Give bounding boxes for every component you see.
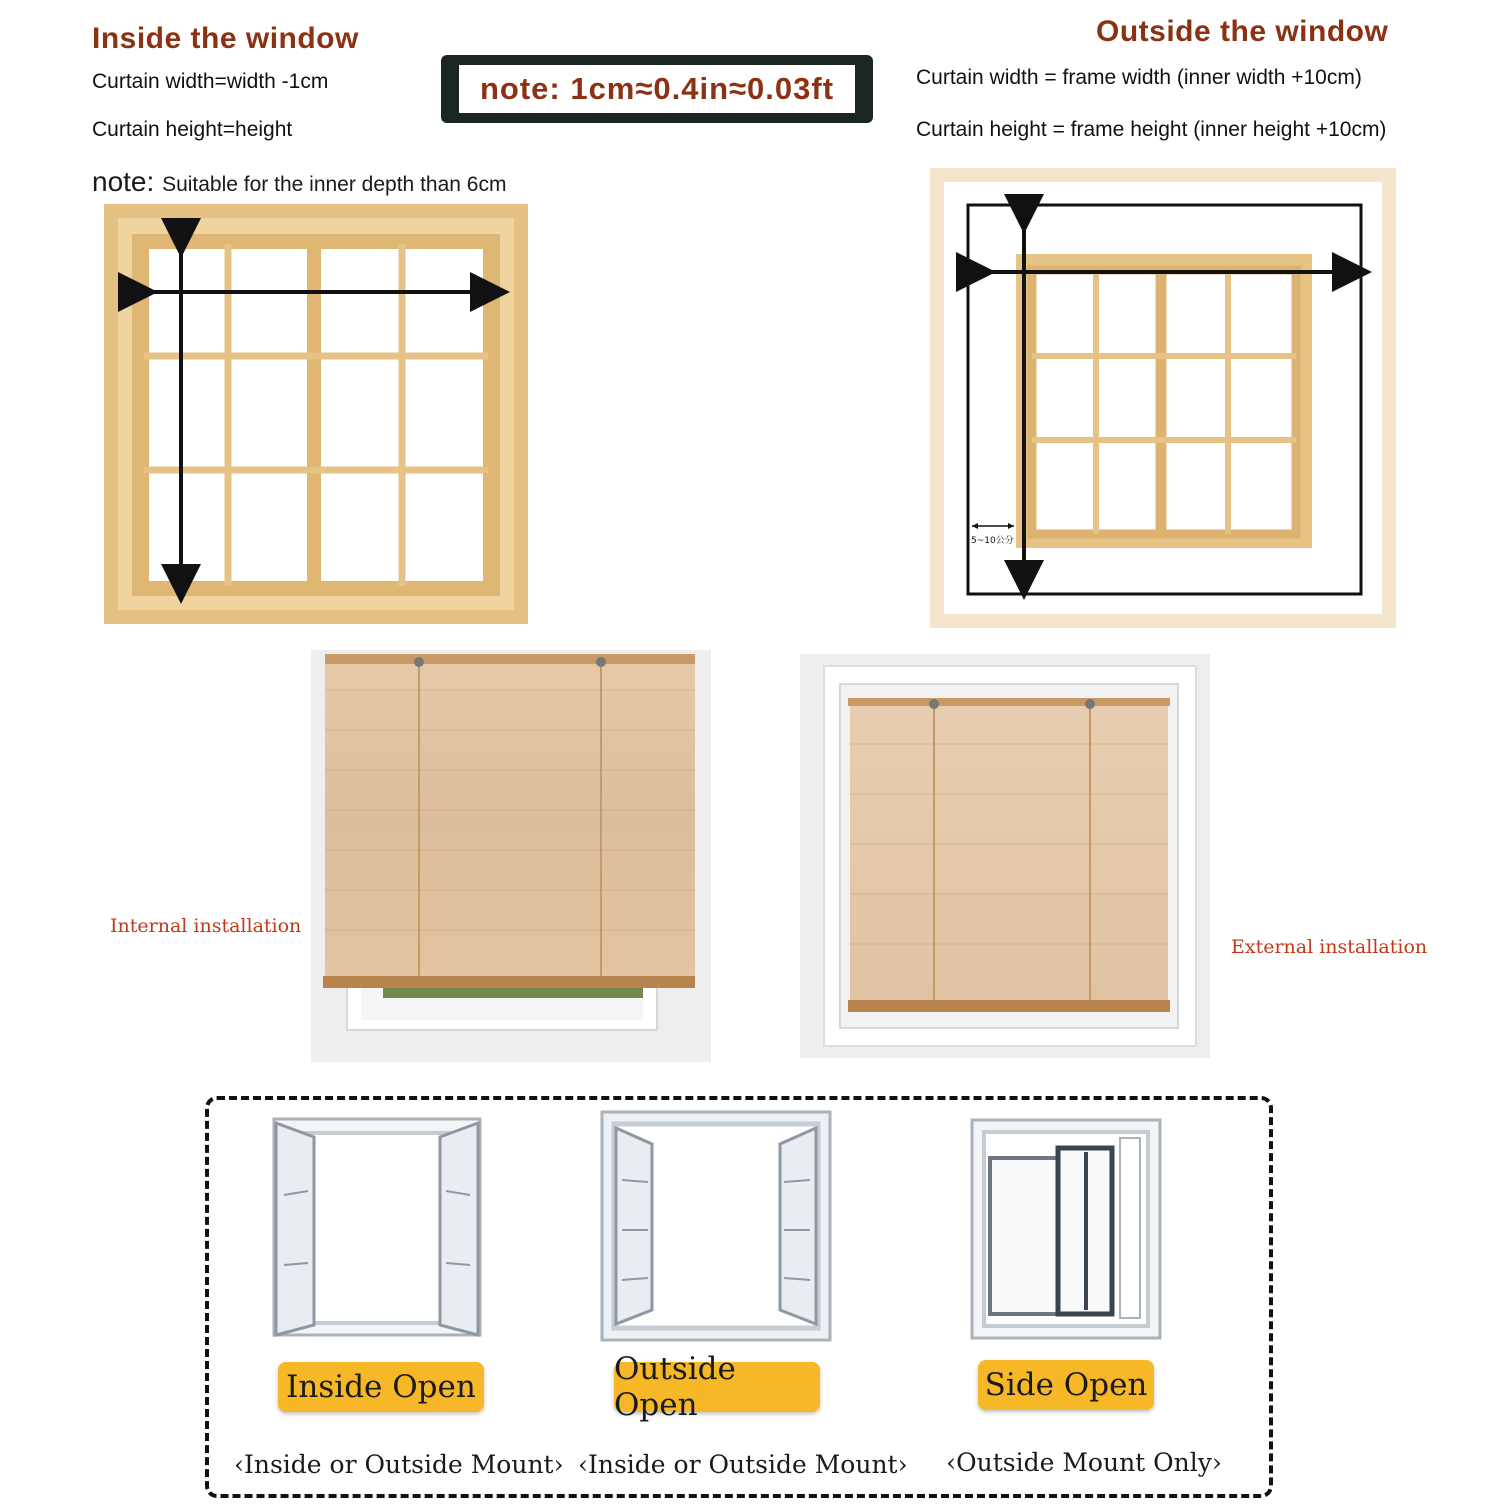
outside-window-diagram	[930, 168, 1396, 628]
external-installation-label: External installation	[1231, 936, 1428, 958]
outside-open-button[interactable]: Outside Open	[614, 1362, 820, 1412]
inside-window-diagram	[104, 204, 528, 624]
conversion-note-box	[441, 55, 873, 123]
outside-width-rule: Curtain width = frame width (inner width +10cm)	[916, 66, 1362, 89]
conversion-note: note: 1cm≈0.4in≈0.03ft	[459, 65, 855, 113]
outside-height-rule: Curtain height = frame height (inner height +10cm)	[916, 118, 1387, 141]
outside-open-window-icon	[600, 1110, 832, 1342]
inside-open-button[interactable]: Inside Open	[278, 1362, 484, 1412]
external-installation-photo	[800, 654, 1210, 1058]
inside-title: Inside the window	[92, 22, 359, 55]
inside-open-mount-label: ‹Inside or Outside Mount›	[234, 1450, 564, 1479]
inside-width-rule: Curtain width=width -1cm	[92, 70, 329, 93]
inside-height-rule: Curtain height=height	[92, 118, 293, 141]
side-open-mount-label: ‹Outside Mount Only›	[946, 1448, 1222, 1477]
outside-title: Outside the window	[1096, 15, 1389, 48]
gap-label: 5~10公分	[971, 536, 1014, 546]
inside-note	[92, 166, 506, 198]
internal-installation-photo	[311, 650, 711, 1062]
inside-note-label: note:	[92, 166, 155, 197]
outside-open-mount-label: ‹Inside or Outside Mount›	[578, 1450, 908, 1479]
inside-open-window-icon	[272, 1115, 482, 1340]
internal-installation-label: Internal installation	[110, 915, 302, 937]
side-open-button[interactable]: Side Open	[978, 1360, 1154, 1410]
side-open-window-icon	[970, 1118, 1162, 1340]
inside-note-text: Suitable for the inner depth than 6cm	[162, 173, 507, 196]
